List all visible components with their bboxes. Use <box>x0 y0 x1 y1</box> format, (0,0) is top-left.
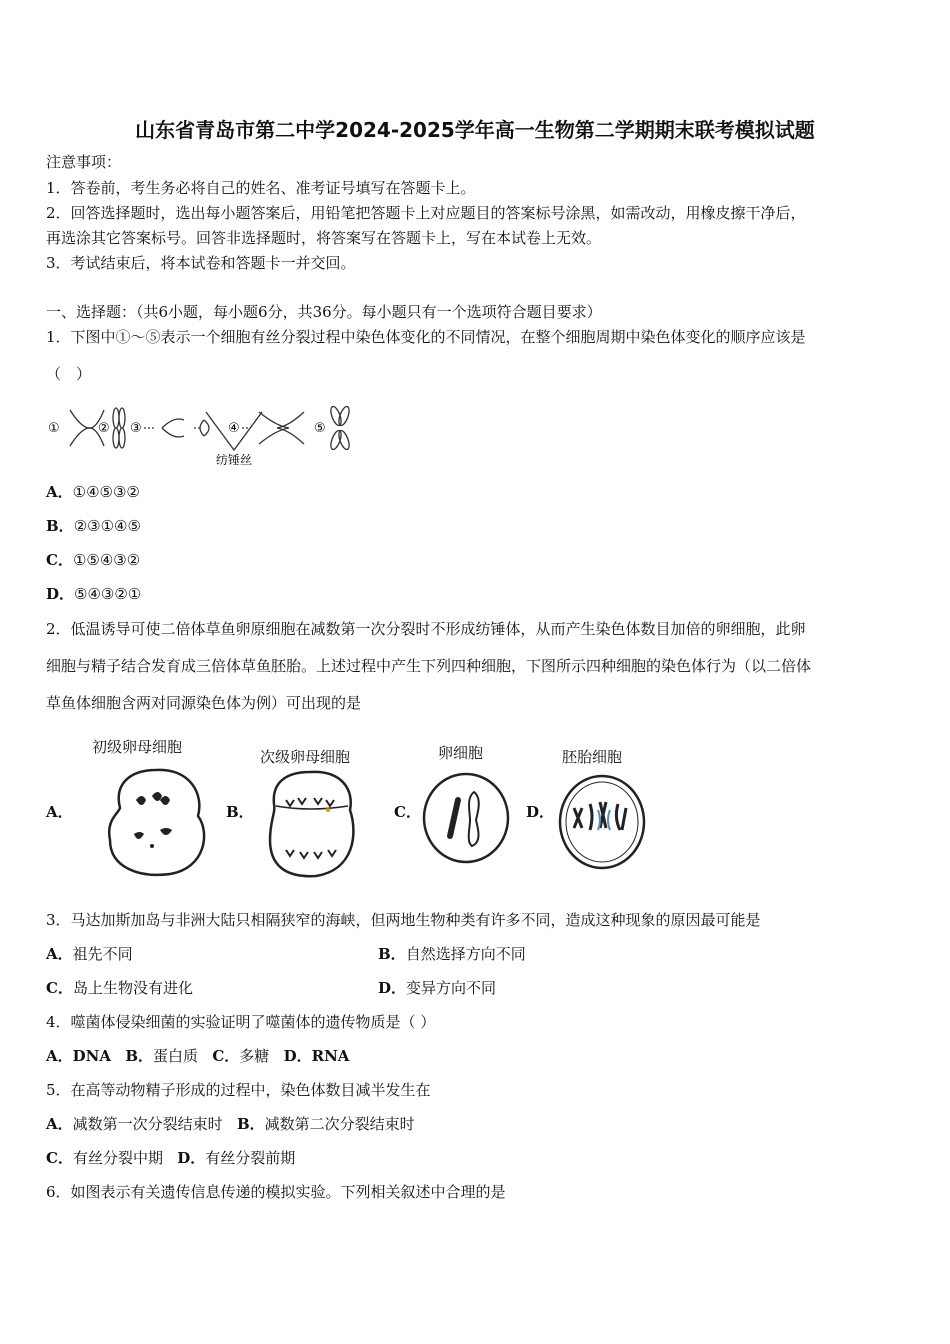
q2-stem: 细胞与精子结合发育成三倍体草鱼胚胎。上述过程中产生下列四种细胞，下图所示四种细胞的染色体行为（以二倍体 <box>46 657 812 675</box>
q1-stem: 1．下图中①～⑤表示一个细胞有丝分裂过程中染色体变化的不同情况，在整个细胞周期中染色体变化的顺序应该是 <box>46 328 806 346</box>
q1-paren: （ ） <box>46 365 92 383</box>
q3-option-d <box>378 978 496 998</box>
q1-option-d <box>46 584 141 604</box>
figure-label: ③ <box>130 421 142 436</box>
option-text: ①⑤④③② <box>72 551 141 569</box>
q2-stem: 2．低温诱导可使二倍体草鱼卵原细胞在减数第一次分裂时不形成纺锤体，从而产生染色体数目加倍的卵细胞，此卵 <box>46 620 806 638</box>
figure-label: ② <box>98 421 110 436</box>
q3-option-b <box>378 944 526 964</box>
option-letter: A． <box>46 483 73 501</box>
q1-figure <box>44 398 364 470</box>
q5-options-cd <box>46 1148 295 1168</box>
option-letter: A． <box>46 1047 73 1065</box>
option-letter: B． <box>378 945 406 963</box>
option-text: ②③①④⑤ <box>73 517 141 535</box>
option-letter: A． <box>46 945 73 963</box>
q3-stem: 3．马达加斯加岛与非洲大陆只相隔狭窄的海峡，但两地生物种类有许多不同，造成这种现象的原因最可能是 <box>46 911 761 929</box>
option-text: 多糖 <box>239 1047 270 1065</box>
option-text: ⑤④③②① <box>74 585 142 603</box>
option-letter: D． <box>378 979 407 997</box>
page-title: 山东省青岛市第二中学2024-2025学年高一生物第二学期期末联考模拟试题 <box>135 118 815 142</box>
cell-diagram-c <box>418 768 514 868</box>
option-text: DNA <box>72 1047 111 1065</box>
q1-option-a <box>46 482 140 502</box>
option-text: 岛上生物没有进化 <box>72 979 193 997</box>
cell-caption: 卵细胞 <box>438 744 484 762</box>
option-letter: A． <box>46 1115 73 1133</box>
q3-option-c <box>46 978 193 998</box>
q5-options-ab <box>46 1114 415 1134</box>
option-letter: B． <box>125 1047 153 1065</box>
q4-options <box>46 1046 349 1066</box>
option-letter: C． <box>46 1149 73 1167</box>
cell-caption: 胚胎细胞 <box>562 748 623 766</box>
q2-option-c-letter: C． <box>394 803 421 821</box>
option-text: RNA <box>311 1047 350 1065</box>
cell-caption: 次级卵母细胞 <box>260 748 351 766</box>
option-text: 有丝分裂前期 <box>205 1149 296 1167</box>
section-heading: 一、选择题：（共6小题，每小题6分，共36分。每小题只有一个选项符合题目要求） <box>46 303 602 321</box>
q2-stem: 草鱼体细胞含两对同源染色体为例）可出现的是 <box>46 694 362 712</box>
option-text: 变异方向不同 <box>406 979 497 997</box>
figure-label: ① <box>48 421 60 436</box>
q3-option-a <box>46 944 133 964</box>
q1-option-b <box>46 516 141 536</box>
option-letter: C． <box>212 1047 240 1065</box>
q5-stem: 5．在高等动物精子形成的过程中，染色体数目减半发生在 <box>46 1081 431 1099</box>
notice-item: 3．考试结束后，将本试卷和答题卡一并交回。 <box>46 254 356 272</box>
option-letter: C． <box>46 979 73 997</box>
option-text: 祖先不同 <box>72 945 133 963</box>
option-letter: D． <box>283 1047 312 1065</box>
option-letter: D． <box>46 585 75 603</box>
notice-item: 1．答卷前，考生务必将自己的姓名、准考证号填写在答题卡上。 <box>46 179 476 197</box>
option-text: 自然选择方向不同 <box>405 945 526 963</box>
notice-heading: 注意事项： <box>46 153 122 171</box>
option-text: 有丝分裂中期 <box>72 1149 163 1167</box>
option-letter: C． <box>46 551 73 569</box>
q2-option-a-letter: A． <box>46 803 73 821</box>
option-letter: B． <box>46 517 74 535</box>
cell-diagram-a <box>100 764 212 880</box>
option-text: ①④⑤③② <box>72 483 140 501</box>
figure-label: ④ <box>228 421 240 436</box>
q1-option-c <box>46 550 140 570</box>
cell-diagram-d <box>554 770 650 876</box>
notice-item: 再选涂其它答案标号。回答非选择题时，将答案写在答题卡上，写在本试卷上无效。 <box>46 229 602 247</box>
q4-stem: 4．噬菌体侵染细菌的实验证明了噬菌体的遗传物质是（ ） <box>46 1013 436 1031</box>
cell-caption: 初级卵母细胞 <box>92 738 183 756</box>
option-text: 减数第二次分裂结束时 <box>264 1115 415 1133</box>
q2-option-b-letter: B． <box>226 803 254 821</box>
notice-item: 2．回答选择题时，选出每小题答案后，用铅笔把答题卡上对应题目的答案标号涂黑，如需改动，用橡皮擦干净后， <box>46 204 806 222</box>
option-text: 蛋白质 <box>153 1047 199 1065</box>
q6-stem: 6．如图表示有关遗传信息传递的模拟实验。下列相关叙述中合理的是 <box>46 1183 506 1201</box>
option-text: 减数第一次分裂结束时 <box>72 1115 223 1133</box>
q2-option-d-letter: D． <box>526 803 555 821</box>
option-letter: B． <box>236 1115 265 1133</box>
figure-caption: 纺锤丝 <box>216 453 253 467</box>
cell-diagram-b <box>262 764 362 884</box>
option-letter: D． <box>177 1149 206 1167</box>
figure-label: ⑤ <box>314 421 326 436</box>
